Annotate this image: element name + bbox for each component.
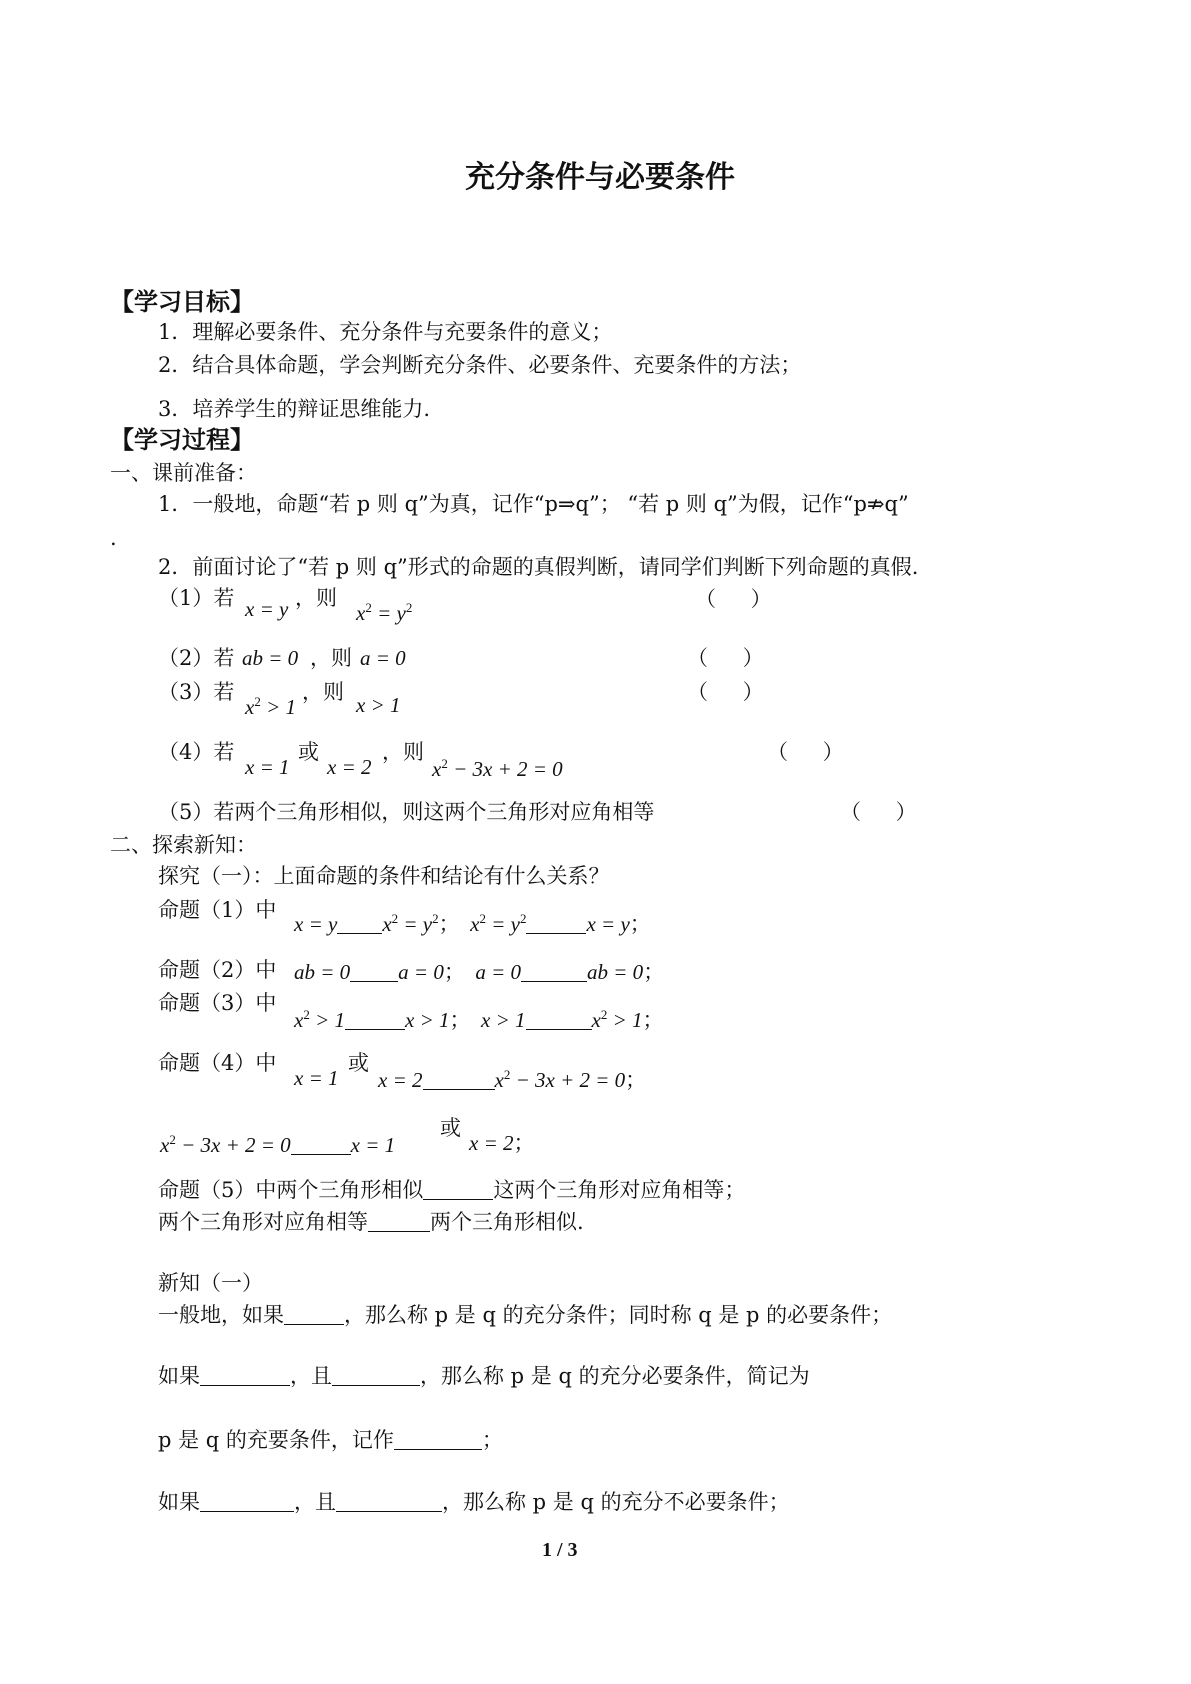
blank-field[interactable] [423, 1199, 493, 1200]
goal-item: 3．培养学生的辩证思维能力. [158, 397, 431, 421]
q4-then: ，则 [382, 740, 424, 764]
prop-3-relation: $x^2 > 1$ x > 1； x > 1 $x^2 > 1$； [294, 1007, 664, 1032]
blank-field[interactable] [423, 1089, 495, 1090]
q3-condition: $x^2 > 1$ [245, 694, 296, 719]
q1-condition: x = y [245, 597, 289, 621]
prop-1-label: 命题（1）中 [158, 898, 277, 922]
blank-field[interactable] [350, 981, 398, 982]
question-3: （3）若 [158, 680, 235, 704]
q4-or: 或 [298, 740, 319, 764]
blank-field[interactable] [394, 1449, 482, 1450]
q1-conclusion: $x^2 = y^2$ [356, 600, 413, 625]
q3-answer-paren[interactable]: （ ） [687, 680, 778, 704]
part1-heading: 一、课前准备： [110, 461, 257, 485]
q4-conclusion: $x^2 - 3x + 2 = 0$ [432, 756, 563, 781]
prop-4b-relation-a: $x^2 - 3x + 2 = 0$ x = 1 [160, 1132, 396, 1157]
blank-field[interactable] [526, 933, 586, 934]
blank-field[interactable] [284, 1324, 344, 1325]
blank-field[interactable] [200, 1385, 290, 1386]
blank-field[interactable] [336, 1511, 442, 1512]
q1-then: ，则 [295, 586, 337, 610]
question-1: （1）若 [158, 586, 235, 610]
prop-5-line-a: 命题（5）中两个三角形相似 这两个三角形对应角相等； [158, 1178, 746, 1202]
q2-conclusion: a = 0 [360, 646, 406, 670]
new-knowledge-line-4: 如果 ，且 ，那么称 p 是 q 的充分不必要条件； [158, 1490, 790, 1514]
prop-4-label: 命题（4）中 [158, 1051, 277, 1075]
blank-field[interactable] [200, 1511, 294, 1512]
q4-condition-a: x = 1 [245, 755, 290, 779]
q4-condition-b: x = 2 [327, 755, 372, 779]
goal-item: 1．理解必要条件、充分条件与充要条件的意义； [158, 320, 613, 344]
prep-item-1-dot: . [110, 526, 117, 550]
goal-item: 2．结合具体命题，学会判断充分条件、必要条件、充要条件的方法； [158, 353, 802, 377]
question-2: （2）若 [158, 646, 235, 670]
new-knowledge-line-3: p 是 q 的充要条件，记作 ； [158, 1428, 503, 1452]
question-5: （5）若两个三角形相似，则这两个三角形对应角相等 [158, 800, 655, 824]
section-process-heading: 【学习过程】 [110, 426, 254, 454]
q2-answer-paren[interactable]: （ ） [687, 646, 778, 670]
prop-2-label: 命题（2）中 [158, 958, 277, 982]
prop-4-or: 或 [348, 1051, 369, 1075]
prop-4b-or: 或 [440, 1116, 461, 1140]
blank-field[interactable] [368, 1231, 430, 1232]
prep-item-1: 1．一般地，命题“若 p 则 q”为真，记作“p⇒q”； “若 p 则 q”为假，记作“p⇏q” [158, 492, 909, 516]
page-number: 1 / 3 [542, 1539, 578, 1561]
part2-heading: 二、探索新知： [110, 833, 257, 857]
new-knowledge-line-1: 一般地，如果 ，那么称 p 是 q 的充分条件；同时称 q 是 p 的必要条件； [158, 1303, 893, 1327]
prop-1-relation: x = y $x^2 = y^2$； $x^2 = y^2$ x = y； [294, 911, 651, 936]
q5-answer-paren[interactable]: （ ） [840, 800, 931, 824]
q3-then: ，则 [302, 680, 344, 704]
prep-item-2: 2．前面讨论了“若 p 则 q”形式的命题的真假判断，请同学们判断下列命题的真假. [158, 555, 919, 579]
blank-field[interactable] [291, 1154, 351, 1155]
new-knowledge-heading: 新知（一） [158, 1271, 263, 1295]
blank-field[interactable] [521, 981, 587, 982]
section-goals-heading: 【学习目标】 [110, 288, 254, 316]
prop-3-label: 命题（3）中 [158, 991, 277, 1015]
q4-answer-paren[interactable]: （ ） [767, 740, 858, 764]
q3-conclusion: x > 1 [356, 693, 401, 717]
blank-field[interactable] [337, 933, 382, 934]
blank-field[interactable] [332, 1385, 420, 1386]
prop-4b-relation-b: x = 2； [469, 1131, 535, 1155]
prop-2-relation: ab = 0 a = 0； a = 0 ab = 0； [294, 960, 665, 984]
blank-field[interactable] [345, 1029, 405, 1030]
page-title: 充分条件与必要条件 [465, 160, 735, 195]
q2-then: ，则 [310, 646, 352, 670]
q2-condition: ab = 0 [242, 646, 299, 670]
prop-4-relation-a: x = 1 [294, 1066, 339, 1090]
new-knowledge-line-2: 如果 ，且 ，那么称 p 是 q 的充分必要条件，简记为 [158, 1364, 810, 1388]
prop-5-line-b: 两个三角形对应角相等 两个三角形相似. [158, 1210, 584, 1234]
prop-4-relation-b: x = 2 $x^2 - 3x + 2 = 0$； [378, 1067, 647, 1092]
explore-1: 探究（一）：上面命题的条件和结论有什么关系？ [158, 864, 610, 888]
q1-answer-paren[interactable]: （ ） [695, 587, 786, 611]
question-4: （4）若 [158, 740, 235, 764]
blank-field[interactable] [526, 1029, 592, 1030]
